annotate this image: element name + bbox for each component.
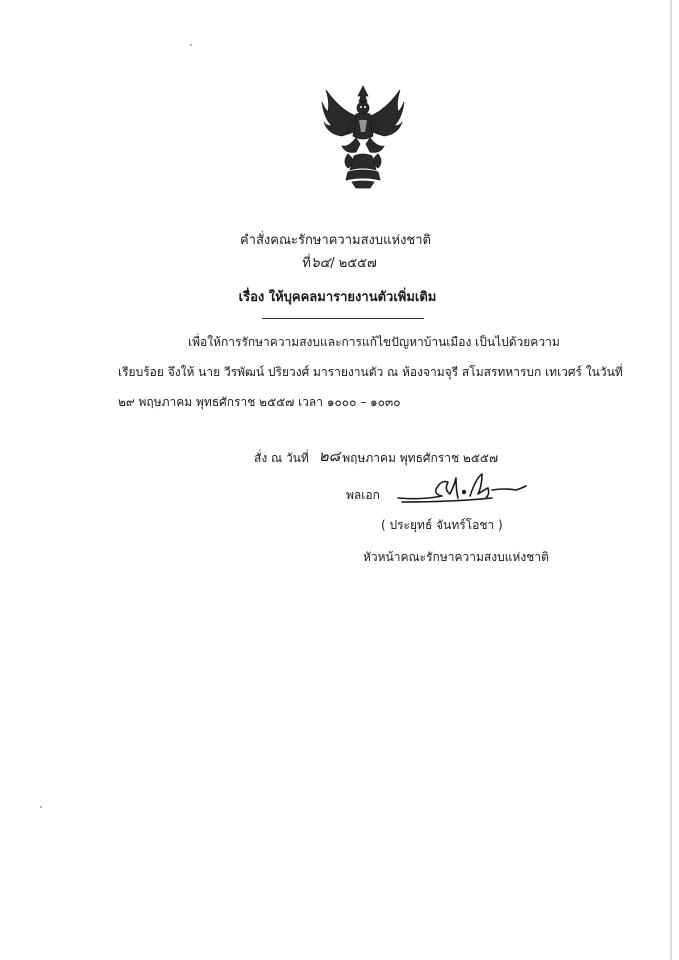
signatory-name: ( ประยุทธ์ จันทร์โอชา )	[381, 518, 503, 532]
signatory-rank: พลเอก	[346, 488, 380, 502]
order-subject: เรื่อง ให้บุคคลมารายงานตัวเพิ่มเติม	[238, 290, 437, 305]
closing-day-handwritten: ๒๘	[318, 447, 341, 465]
garuda-emblem-icon	[318, 82, 408, 190]
body-line-3: ๒๙ พฤษภาคม พุทธศักราช ๒๕๕๗ เวลา ๑๐๐๐ – ๑๐๓๐	[118, 395, 401, 409]
order-number-handwritten: ๖๔	[310, 255, 331, 271]
scan-speck	[190, 44, 192, 46]
order-number-year: / ๒๕๕๗	[330, 256, 377, 271]
signatory-position: หัวหน้าคณะรักษาความสงบแห่งชาติ	[363, 550, 549, 564]
closing-date-prefix: สั่ง ณ วันที่	[254, 451, 309, 465]
body-line-2: เรียบร้อย จึงให้ นาย วีรพัฒน์ ปริยวงศ์ มารายงานตัว ณ ห้องจามจุรี สโมสรทหารบก เทเวศร์ ในวันที่	[118, 365, 623, 379]
order-number-prefix: ที่	[302, 256, 311, 271]
handwritten-signature	[392, 468, 532, 508]
scan-speck	[40, 806, 42, 808]
title-divider	[262, 318, 424, 319]
closing-date	[254, 444, 498, 468]
closing-date-suffix: พฤษภาคม พุทธศักราช ๒๕๕๗	[342, 451, 499, 465]
order-title: คำสั่งคณะรักษาความสงบแห่งชาติ	[239, 233, 431, 248]
body-line-1: เพื่อให้การรักษาความสงบและการแก้ไขปัญหาบ้านเมือง เป็นไปด้วยความ	[188, 335, 560, 349]
page-edge	[670, 0, 672, 960]
order-number	[0, 252, 679, 274]
